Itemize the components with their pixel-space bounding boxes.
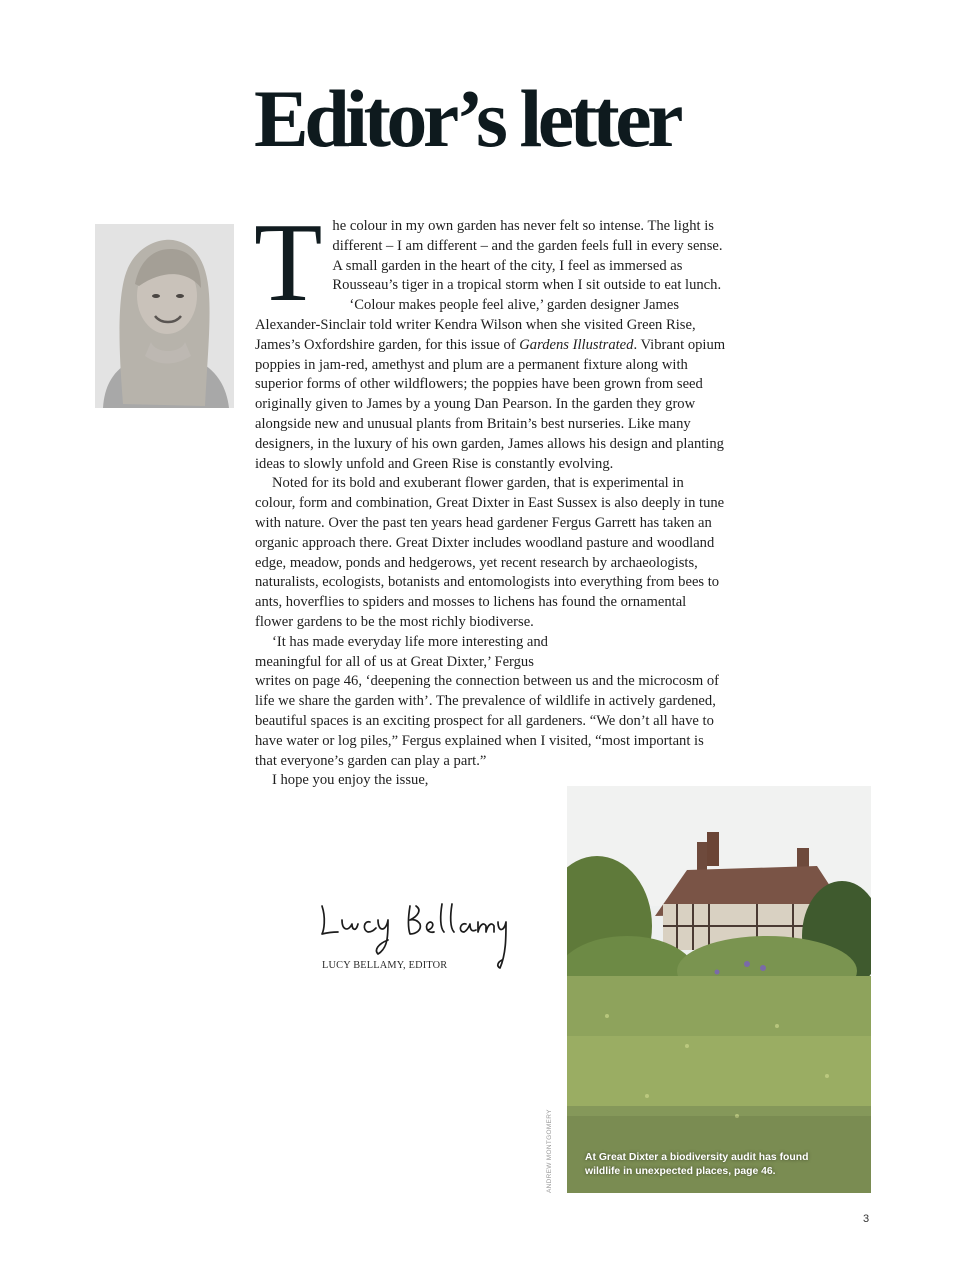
- page-title: Editor’s letter: [254, 73, 680, 164]
- great-dixter-photo: [567, 786, 871, 1193]
- editor-portrait: [95, 224, 234, 408]
- photo-caption: At Great Dixter a biodiversity audit has found wildlife in unexpected places, page 46.: [585, 1152, 809, 1177]
- paragraph-1: The colour in my own garden has never felt so intense. The light is different – I am different – and the garden feels full in every sense. A small garden in the heart of the city, I feel as immersed as Rousseau’s tiger in a tropical storm when I sit outside to eat lunch.: [254, 201, 723, 325]
- paragraph-4: ‘It has made everyday life more interesting and meaningful for all of us at Great Dixter,’ Fergus writes on page 46, ‘deepening the connection between us and the microcosm of life we share the garden with’. The prevalence of wildlife in actively gardened, beautiful spaces is an exciting prospect for all gardeners. “We don’t all have to have water or log piles,” Fergus explained when I visited, “most important is that everyone’s garden can play a part.”: [255, 633, 720, 769]
- drop-cap: T: [254, 201, 323, 325]
- paragraph-2: ‘Colour makes people feel alive,’ garden designer James Alexander-Sinclair told writer Kendra Wilson when she visited Green Rise, James’s Oxfordshire garden, for this issue of Gardens Illustrated. Vibrant opium poppies in jam-red, amethyst and plum are a permanent fixture along with superior forms of other wildflowers; the poppies have been grown from seed originally given to James by a young Dan Pearson. In the garden they grow alongside new and unusual plants from Britain’s best nurseries. Like many designers, in the luxury of his own garden, James allows his design and planting ideas to slowly unfold and Green Rise is constantly evolving.: [255, 297, 726, 472]
- magazine-title: Gardens Illustrated: [519, 336, 634, 353]
- page-number: 3: [863, 1213, 870, 1225]
- photo-credit: ANDREW MONTGOMERY: [546, 1109, 553, 1193]
- editor-name: LUCY BELLAMY, EDITOR: [322, 960, 448, 971]
- paragraph-5: I hope you enjoy the issue,: [272, 772, 429, 789]
- letter-body: [254, 201, 727, 791]
- paragraph-3: Noted for its bold and exuberant flower garden, that is experimental in colour, form and combination, Great Dixter in East Sussex is also deeply in tune with nature. Over the past ten years head gardener Fergus Garrett has taken an organic approach there. Great Dixter includes woodland pasture and woodland edge, meadow, ponds and hedgerows, yet recent research by archaeologists, naturalists, ecologists, botanists and entomologists into everything from bees to ants, hoverflies to spiders and mosses to lichens has found the ornamental flower gardens to be the most richly biodiverse.: [255, 475, 725, 630]
